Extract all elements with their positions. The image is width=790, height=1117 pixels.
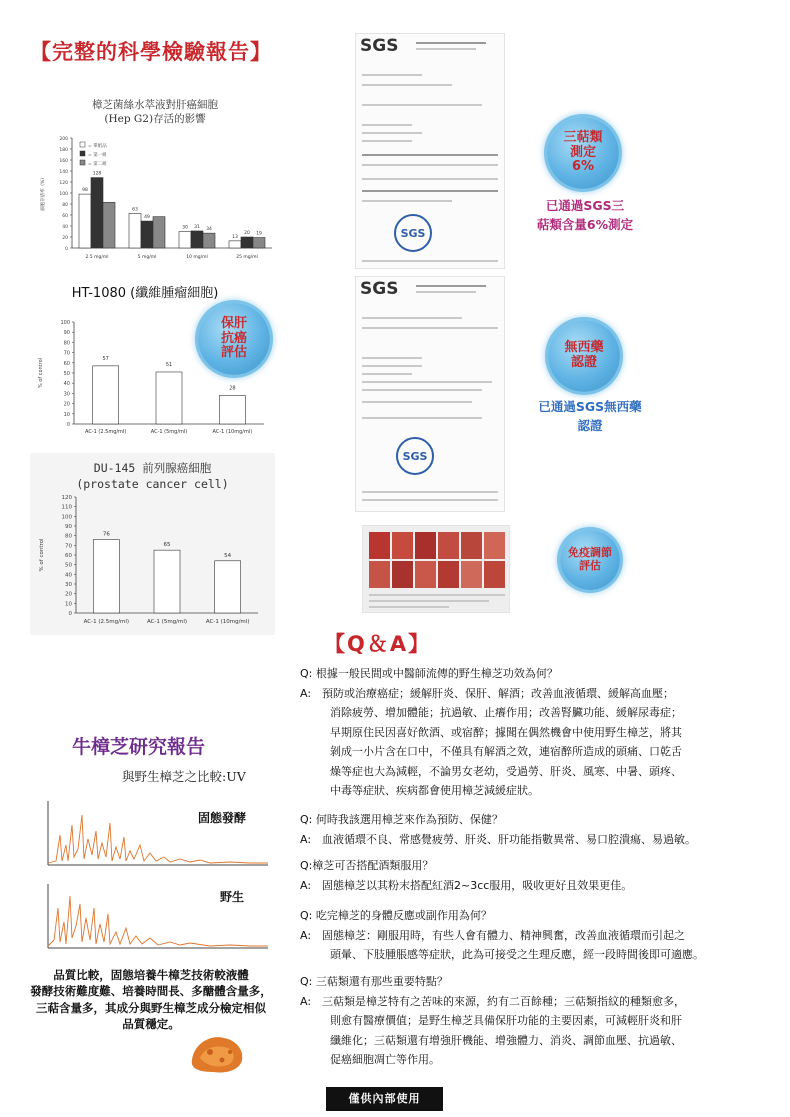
data-label: 30 xyxy=(182,225,188,231)
bar xyxy=(191,231,203,248)
uv-panel-solid-label: 固態發酵 xyxy=(198,811,247,825)
bar xyxy=(93,366,119,424)
y-tick-label: 70 xyxy=(63,350,70,357)
x-tick-label: 2.5 mg/ml xyxy=(85,255,109,260)
qa-question: Q: 根據一般民間或中醫師流傳的野生樟芝功效為何？ xyxy=(300,667,558,680)
y-tick-label: 160 xyxy=(59,159,68,164)
y-tick-label: 0 xyxy=(68,611,72,617)
data-label: 76 xyxy=(102,531,110,538)
y-tick-label: 60 xyxy=(62,214,68,219)
x-tick-label: AC-1 (2.5mg/ml) xyxy=(85,429,127,435)
qa-question: Q: 吃完樟芝的身體反應或副作用為何？ xyxy=(300,909,492,922)
y-tick-label: 10 xyxy=(65,601,72,608)
sgs-report-1 xyxy=(355,33,505,269)
sgs-seal: SGS xyxy=(394,214,432,252)
data-label: 128 xyxy=(92,171,102,177)
x-tick-label: AC-1 (5mg/ml) xyxy=(146,619,188,625)
badge-liver-protection-text: 保肝 抗癌 評估 xyxy=(220,315,247,361)
y-tick-label: 200 xyxy=(59,137,68,142)
y-tick-label: 10 xyxy=(63,411,70,418)
y-tick-label: 140 xyxy=(59,170,68,175)
y-tick-label: 80 xyxy=(62,203,68,208)
y-tick-label: 40 xyxy=(62,225,68,230)
y-tick-label: 90 xyxy=(63,330,70,337)
quality-note: 品質比較，固態培養牛樟芝技術較液體 發酵技術難度難、培養時間長、多醣體含量多， 三萜含量多，其成分與野生樟芝成分檢定相似 品質穩定。 xyxy=(30,968,272,1031)
qa-answer: A: 固態樟芝：剛服用時，有些人會有體力、精神興奮，改善血液循環而引起之 頭暈、下肢腫脹感等症狀，此為可接受之生理反應，經一段時間後即可適應。 xyxy=(300,928,704,962)
badge-no-western-drug-note: 已通過SGS無西藥 認證 xyxy=(538,399,642,433)
internal-use-footer: 僅供內部使用 xyxy=(326,1087,443,1111)
bar xyxy=(103,202,115,248)
legend-swatch xyxy=(80,142,85,147)
y-tick-label: 100 xyxy=(61,514,72,521)
y-tick-label: 30 xyxy=(63,391,70,398)
x-tick-label: 25 mg/ml xyxy=(236,255,258,260)
sgs-report-2 xyxy=(355,276,505,512)
histology-image xyxy=(362,525,510,613)
bar xyxy=(215,561,241,613)
bar xyxy=(229,241,241,248)
y-tick-label: 80 xyxy=(63,340,70,347)
bar xyxy=(141,221,153,248)
y-tick-label: 180 xyxy=(59,148,68,153)
legend-entry: = 單紙品 xyxy=(88,144,107,149)
badge-triterpene xyxy=(547,117,619,189)
badge-immune xyxy=(560,530,620,590)
qa-item-4 xyxy=(300,906,770,965)
data-label: 57 xyxy=(102,355,109,362)
qa-item-2 xyxy=(300,810,770,849)
qa-question: Q: 何時我該選用樟芝來作為預防、保健？ xyxy=(300,813,503,826)
bar xyxy=(79,194,91,248)
legend-swatch xyxy=(80,151,85,156)
y-tick-label: 30 xyxy=(65,582,72,588)
bar xyxy=(154,550,180,613)
chart-du145-panel xyxy=(30,453,275,635)
chart-hepg2-svg xyxy=(30,90,280,270)
x-tick-label: 10 mg/ml xyxy=(186,255,208,260)
y-tick-label: 50 xyxy=(65,562,72,569)
legend-entry: = 第一組 xyxy=(88,153,107,158)
data-label: 20 xyxy=(244,231,250,236)
data-label: 51 xyxy=(165,361,173,368)
y-tick-label: 90 xyxy=(65,524,72,530)
y-tick-label: 60 xyxy=(65,553,72,559)
bar xyxy=(219,395,245,424)
y-tick-label: 110 xyxy=(61,504,72,511)
qa-heading: 【Q＆A】 xyxy=(324,632,432,656)
y-tick-label: 20 xyxy=(63,401,70,408)
qa-answer: A: 固態樟芝以其粉末搭配紅酒2~3cc服用，吸收更好且效果更佳。 xyxy=(300,878,633,892)
uv-panel-wild xyxy=(30,878,275,956)
bar xyxy=(91,178,103,248)
y-tick-label: 120 xyxy=(61,495,72,501)
bar xyxy=(241,237,253,248)
bar xyxy=(179,232,191,249)
data-label: 49 xyxy=(144,215,150,221)
y-tick-label: 20 xyxy=(62,236,68,241)
data-label: 31 xyxy=(194,224,200,230)
data-label: 54 xyxy=(224,552,232,559)
x-tick-label: AC-1 (10mg/ml) xyxy=(212,429,253,435)
bar xyxy=(156,372,182,424)
chart-hepg2-panel xyxy=(30,90,280,270)
research-subtitle: 與野生樟芝之比較:UV xyxy=(122,769,246,784)
x-tick-label: AC-1 (2.5mg/ml) xyxy=(83,619,130,625)
bar xyxy=(129,213,141,248)
qa-item-1 xyxy=(300,664,770,801)
y-tick-label: 0 xyxy=(66,422,70,428)
bar xyxy=(253,238,265,248)
bar xyxy=(153,217,165,248)
chart-du145-title: DU-145 前列腺癌細胞 (prostate cancer cell) xyxy=(76,461,229,491)
badge-immune-text: 免疫調節 評估 xyxy=(568,546,612,572)
y-axis-label: 細胞存活率（%） xyxy=(41,175,46,211)
y-tick-label: 80 xyxy=(65,533,72,540)
y-axis-label: % of control xyxy=(38,357,44,389)
chart-du145-svg xyxy=(30,453,275,635)
y-tick-label: 50 xyxy=(63,371,70,377)
badge-triterpene-note: 已通過SGS三 萜類含量6%測定 xyxy=(536,198,634,232)
data-label: 28 xyxy=(229,385,236,392)
sgs-logo-mark: SGS xyxy=(360,36,399,56)
y-tick-label: 120 xyxy=(59,181,68,186)
data-label: 19 xyxy=(256,231,262,237)
badge-no-western-drug xyxy=(548,320,620,392)
qa-answer: A: 預防或治療癌症；緩解肝炎、保肝、解酒；改善血液循環、緩解高血壓； 消除疲勞、增加體能；抗過敏、止癢作用；改善腎臟功能、緩解尿毒症； 早期原住民因喜好飲酒、或宿醉；據聞在偶然機會中使用野生樟芝，將其 剝成一小片含在口中，不僅具有解酒之效，連宿醉所造成的頭痛、口乾舌 燥等症也大為減輕，不論男女老幼，受過勞、肝炎、風寒、中暑、頭疼、 中毒等症狀、疾病都會使用樟芝減緩症狀。 xyxy=(300,686,682,798)
y-tick-label: 70 xyxy=(65,543,72,550)
qa-item-5 xyxy=(300,972,770,1070)
badge-liver-protection xyxy=(198,303,270,375)
page-heading: 【完整的科學檢驗報告】 xyxy=(30,40,272,64)
qa-question: Q: 三萜類還有那些重要特點？ xyxy=(300,975,448,988)
data-label: 34 xyxy=(206,227,212,233)
sgs-seal: SGS xyxy=(396,437,434,475)
data-label: 63 xyxy=(132,207,138,213)
legend-swatch xyxy=(80,160,85,165)
x-tick-label: AC-1 (10mg/ml) xyxy=(205,619,250,625)
uv-panel-solid xyxy=(30,795,275,873)
y-tick-label: 100 xyxy=(59,192,68,197)
bar xyxy=(203,233,215,248)
chart-hepg2-title: 樟芝菌絲水萃液對肝癌細胞 (Hep G2)存活的影響 xyxy=(92,99,218,126)
qa-item-3 xyxy=(300,856,770,895)
sgs-logo-mark: SGS xyxy=(360,279,399,299)
uv-panel-wild-label: 野生 xyxy=(220,890,245,904)
qa-question: Q:樟芝可否搭配酒類服用？ xyxy=(300,859,434,872)
legend-entry: = 第二組 xyxy=(88,162,107,167)
mushroom-image xyxy=(186,1030,248,1076)
uv-spectrum-solid xyxy=(30,795,275,873)
badge-no-western-drug-text: 無西藥 認證 xyxy=(564,340,604,370)
data-label: 65 xyxy=(163,542,171,549)
x-tick-label: 5 mg/ml xyxy=(137,255,157,260)
research-title: 牛樟芝研究報告 xyxy=(72,736,206,758)
qa-answer: A: 血液循環不良、常感覺疲勞、肝炎、肝功能指數異常、易口腔潰瘍、易過敏。 xyxy=(300,832,696,846)
data-label: 13 xyxy=(232,234,238,240)
data-label: 98 xyxy=(82,188,88,194)
qa-answer: A: 三萜類是樟芝特有之苦味的來源，約有二百餘種；三萜類指紋的種類愈多， 則愈有醫療價值；是野生樟芝具備保肝功能的主要因素，可減輕肝炎和肝 纖維化；三萜類還有增強肝機能、增強體力、消炎、調節血壓、抗過敏、 促癌細胞凋亡等作用。 xyxy=(300,994,685,1067)
x-tick-label: AC-1 (5mg/ml) xyxy=(150,429,188,435)
y-tick-label: 0 xyxy=(65,247,68,252)
chart-ht1080-title: HT-1080 (纖維腫瘤細胞) xyxy=(71,286,219,301)
y-tick-label: 40 xyxy=(65,572,72,579)
y-tick-label: 40 xyxy=(63,381,70,388)
bar xyxy=(93,540,119,613)
badge-triterpene-text: 三萜類 測定 6% xyxy=(563,129,603,175)
y-tick-label: 20 xyxy=(65,591,72,598)
y-axis-label: % of control xyxy=(39,538,45,572)
y-tick-label: 100 xyxy=(60,320,70,326)
y-tick-label: 60 xyxy=(63,360,70,367)
